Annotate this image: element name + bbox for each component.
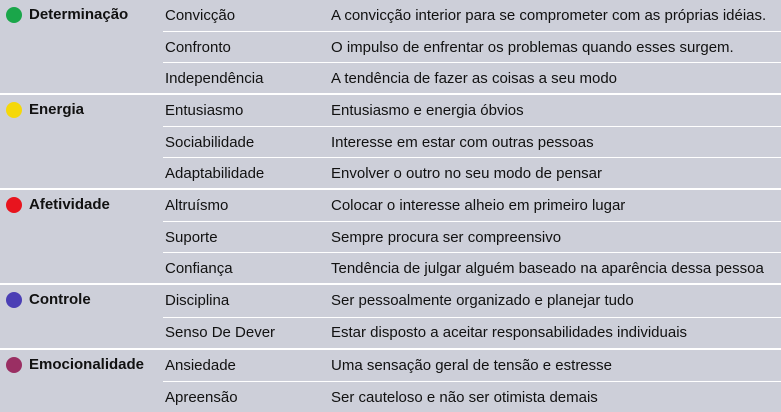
trait-heading [6, 101, 84, 118]
trait-label: Energia [29, 101, 85, 118]
facet-label: Independência [165, 69, 264, 87]
facet-description: Colocar o interesse alheio em primeiro lugar [331, 197, 626, 214]
facet-description: Sempre procura ser compreensivo [331, 228, 562, 246]
trait-heading [6, 356, 144, 373]
trait-heading [6, 6, 128, 23]
color-dot-icon [6, 102, 22, 118]
color-dot-icon [6, 197, 22, 213]
trait-group [0, 190, 781, 285]
trait-label: Emocionalidade [29, 356, 145, 373]
facet-label: Disciplina [165, 292, 230, 310]
facet-label: Suporte [165, 228, 218, 246]
facet-description: Ser cauteloso e não ser otimista demais [331, 388, 598, 406]
table-row [163, 221, 781, 252]
facet-description: Estar disposto a aceitar responsabilidades individuais [331, 324, 688, 342]
color-dot-icon [6, 292, 22, 308]
table-row [163, 285, 781, 317]
color-dot-icon [6, 357, 22, 373]
facet-label: Sociabilidade [165, 133, 255, 151]
facet-description: Envolver o outro no seu modo de pensar [331, 164, 603, 182]
facet-description: Uma sensação geral de tensão e estresse [331, 357, 612, 374]
facet-label: Senso De Dever [165, 324, 276, 342]
trait-label: Afetividade [29, 196, 110, 213]
facet-description: Ser pessoalmente organizado e planejar tudo [331, 292, 634, 310]
table-row [163, 350, 781, 381]
table-row [163, 157, 781, 188]
table-row [163, 95, 781, 126]
trait-group [0, 285, 781, 350]
trait-label: Controle [29, 291, 91, 308]
facet-description: A tendência de fazer as coisas a seu modo [331, 69, 618, 87]
facet-description: Entusiasmo e energia óbvios [331, 102, 524, 119]
table-row [163, 317, 781, 349]
facet-label: Entusiasmo [165, 102, 244, 119]
table-row [163, 0, 781, 31]
facet-description: A convicção interior para se comprometer com as próprias idéias. [331, 7, 767, 24]
trait-group [0, 95, 781, 190]
facet-label: Adaptabilidade [165, 164, 265, 182]
trait-group [0, 350, 781, 412]
facet-label: Confronto [165, 38, 231, 56]
trait-heading [6, 196, 110, 213]
facet-label: Confiança [165, 259, 233, 277]
facet-label: Apreensão [165, 388, 238, 406]
table-row [163, 381, 781, 412]
facet-description: Tendência de julgar alguém baseado na aparência dessa pessoa [331, 259, 764, 277]
table-row [163, 62, 781, 93]
table-row [163, 126, 781, 157]
trait-label: Determinação [29, 6, 129, 23]
facet-description: Interesse em estar com outras pessoas [331, 133, 594, 151]
facet-description: O impulso de enfrentar os problemas quando esses surgem. [331, 38, 734, 56]
trait-heading [6, 291, 91, 308]
table-row [163, 190, 781, 221]
facet-label: Ansiedade [165, 357, 236, 374]
facet-label: Altruísmo [165, 197, 229, 214]
table-row [163, 252, 781, 283]
color-dot-icon [6, 7, 22, 23]
trait-group [0, 0, 781, 95]
table-row [163, 31, 781, 62]
facet-label: Convicção [165, 7, 236, 24]
